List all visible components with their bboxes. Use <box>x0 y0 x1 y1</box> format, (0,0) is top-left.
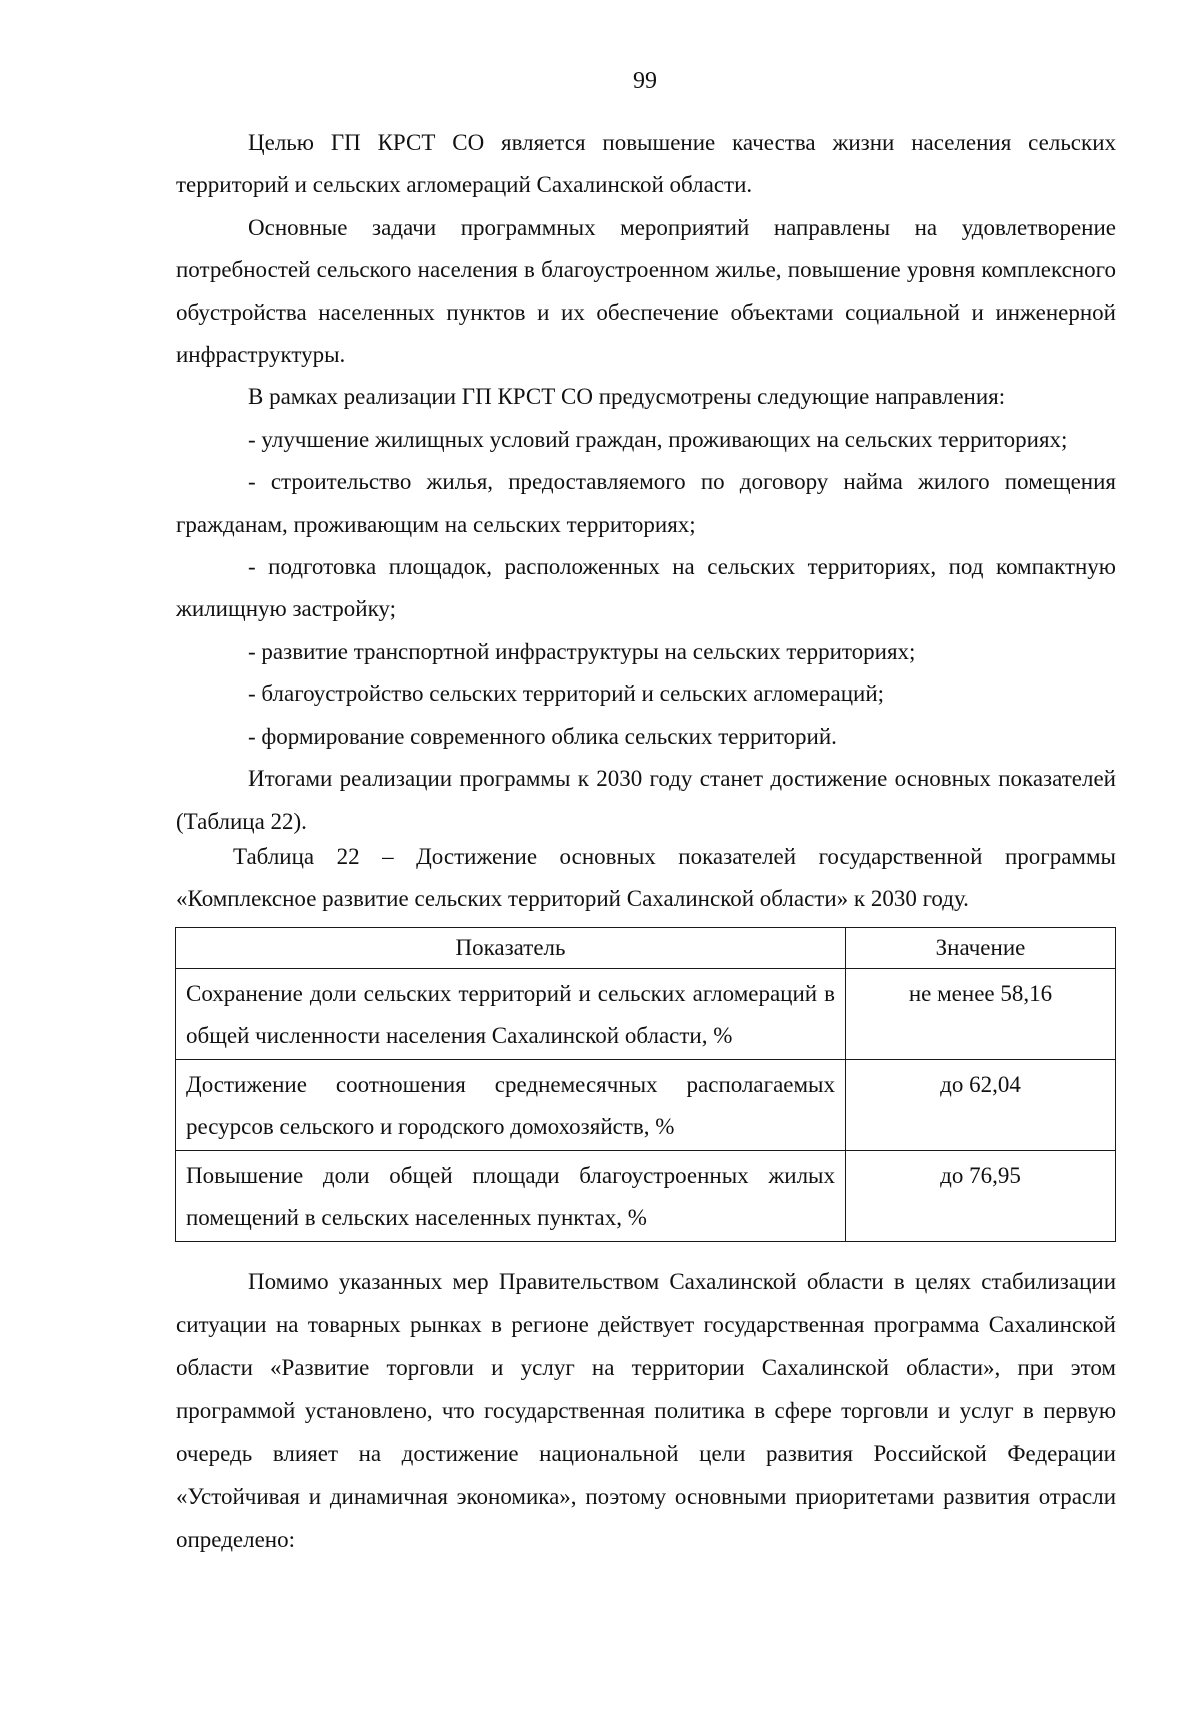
table-row <box>176 1151 1116 1242</box>
value-cell: не менее 58,16 <box>846 969 1116 1060</box>
value-cell: до 62,04 <box>846 1060 1116 1151</box>
table-caption: Таблица 22 – Достижение основных показателей государственной программы «Комплексное развитие сельских территорий Сахалинской области» к 2030 году. <box>176 844 1116 911</box>
indicators-table <box>175 927 1116 1242</box>
indicator-cell: Достижение соотношения среднемесячных располагаемых ресурсов сельского и городского домохозяйств, % <box>176 1060 846 1151</box>
list-item: - строительство жилья, предоставляемого по договору найма жилого помещения гражданам, проживающим на сельских территориях; <box>176 469 1116 537</box>
table-header-row <box>176 928 1116 969</box>
column-header-indicator: Показатель <box>176 928 846 969</box>
body-text-top <box>176 122 1116 843</box>
table-row <box>176 969 1116 1060</box>
indicator-cell: Повышение доли общей площади благоустроенных жилых помещений в сельских населенных пунктах, % <box>176 1151 846 1242</box>
indicator-cell: Сохранение доли сельских территорий и сельских агломераций в общей численности населения Сахалинской области, % <box>176 969 846 1060</box>
column-header-value: Значение <box>846 928 1116 969</box>
list-item: - формирование современного облика сельских территорий. <box>248 723 837 749</box>
body-text-bottom <box>176 1260 1116 1561</box>
paragraph: Итогами реализации программы к 2030 году станет достижение основных показателей (Таблица 22). <box>176 766 1116 834</box>
value-cell: до 76,95 <box>846 1151 1116 1242</box>
page-number: 99 <box>633 68 657 94</box>
list-item: - благоустройство сельских территорий и сельских агломераций; <box>248 681 885 707</box>
paragraph: В рамках реализации ГП КРСТ СО предусмотрены следующие направления: <box>248 384 1006 410</box>
paragraph: Помимо указанных мер Правительством Сахалинской области в целях стабилизации ситуации на товарных рынках в регионе действует государственная программа Сахалинской области «Развитие торговли и услуг на территории Сахалинской области», при этом программой установлено, что государственная политика в сфере торговли и услуг в первую очередь влияет на достижение национальной цели развития Российской Федерации «Устойчивая и динамичная экономика», поэтому основными приоритетами развития отрасли определено: <box>176 1269 1116 1552</box>
paragraph: Целью ГП КРСТ СО является повышение качества жизни населения сельских территорий и сельских агломераций Сахалинской области. <box>176 130 1116 198</box>
paragraph: Основные задачи программных мероприятий направлены на удовлетворение потребностей сельского населения в благоустроенном жилье, повышение уровня комплексного обустройства населенных пунктов и их обеспечение объектами социальной и инженерной инфраструктуры. <box>176 214 1116 368</box>
list-item: - подготовка площадок, расположенных на сельских территориях, под компактную жилищную застройку; <box>176 554 1116 622</box>
list-item: - развитие транспортной инфраструктуры на сельских территориях; <box>248 638 916 664</box>
table-row <box>176 1060 1116 1151</box>
list-item: - улучшение жилищных условий граждан, проживающих на сельских территориях; <box>248 426 1068 452</box>
